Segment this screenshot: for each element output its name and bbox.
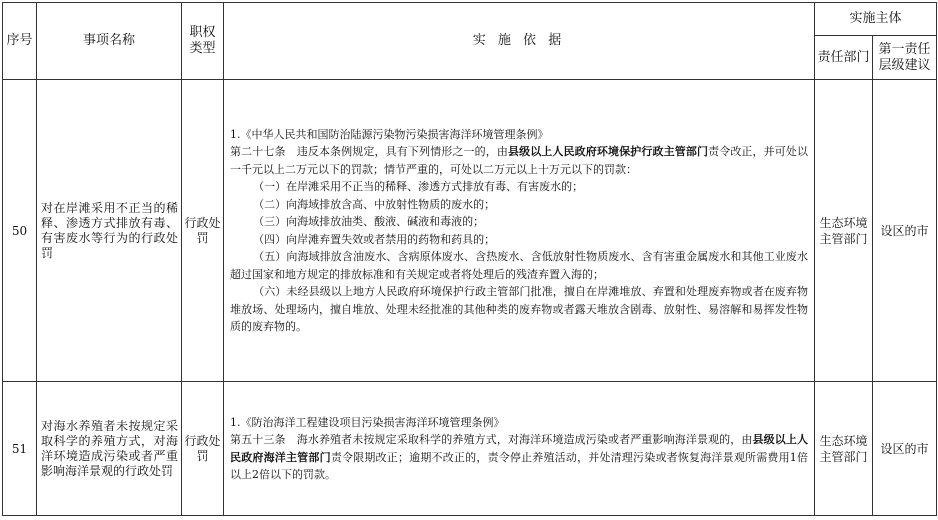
table-row (3, 382, 937, 516)
row-basis (224, 382, 815, 516)
law-title: 1.《中华人民共和国防治陆源污染物污染损害海洋环境管理条例》 (230, 127, 549, 141)
header-implementing-subject: 实施主体 (815, 3, 937, 36)
header-basis: 实 施 依 据 (224, 3, 815, 80)
row-seq: 51 (3, 382, 37, 516)
row-power-type: 行政处罚 (182, 382, 224, 516)
article-text: 第二十七条 违反本条例规定，具有下列情形之一的，由县级以上人民政府环境保护行政主管部门责令改正，并可处以一千元以上二万元以下的罚款；情节严重的，可处以二万元以上十万元以下的罚款： (230, 145, 809, 176)
row-first-level: 设区的市 (873, 80, 937, 382)
row-power-type: 行政处罚 (182, 80, 224, 382)
row-basis (224, 80, 815, 382)
row-first-level: 设区的市 (873, 382, 937, 516)
article-item: （五）向海域排放含油废水、含病原体废水、含热废水、含低放射性物质废水、含有害重金属废水和其他工业废水超过国家和地方规定的排放标准和有关规定或者将处理后的残渣弃置入海的； (230, 250, 808, 281)
article-item: （一）在岸滩采用不正当的稀释、渗透方式排放有毒、有害废水的； (253, 180, 584, 193)
header-power-type: 职权类型 (182, 3, 224, 80)
row-seq: 50 (3, 80, 37, 382)
header-item-name: 事项名称 (37, 3, 182, 80)
table-row (3, 80, 937, 382)
row-responsible-dept: 生态环境主管部门 (815, 382, 873, 516)
authority-highlight: 县级以上人民政府环境保护行政主管部门 (507, 145, 709, 158)
row-item-name: 对在岸滩采用不正当的稀释、渗透方式排放有毒、有害废水等行为的行政处罚 (37, 80, 182, 382)
article-text: 第五十三条 海水养殖者未按规定采取科学的养殖方式，对海洋环境造成污染或者严重影响海洋景观的，由县级以上人民政府海洋主管部门责令限期改正；逾期不改正的，责令停止养殖活动，并处清理污染或者恢复海洋景观所需费用1倍以上2倍以下的罚款。 (230, 433, 809, 481)
enforcement-items-table (2, 2, 937, 516)
law-title: 1.《防治海洋工程建设项目污染损害海洋环境管理条例》 (230, 415, 505, 429)
authority-highlight: 县级以上人民政府海洋主管部门 (230, 433, 809, 464)
row-responsible-dept: 生态环境主管部门 (815, 80, 873, 382)
header-seq: 序号 (3, 3, 37, 80)
header-first-level: 第一责任层级建议 (873, 36, 937, 80)
article-item: （六）未经县级以上地方人民政府环境保护行政主管部门批准，擅自在岸滩堆放、弃置和处理废弃物或者在废弃物堆放场、处理场内，擅自堆放、处理未经批准的其他种类的废弃物或者露天堆放含剧毒、放射性、易溶解和易挥发性物质的废弃物的。 (230, 285, 808, 333)
article-item: （三）向海域排放油类、酸液、碱液和毒液的； (253, 215, 485, 228)
row-item-name: 对海水养殖者未按规定采取科学的养殖方式，对海洋环境造成污染或者严重影响海洋景观的行政处罚 (37, 382, 182, 516)
article-item: （四）向岸滩弃置失效或者禁用的药物和药具的； (253, 232, 496, 246)
header-responsible-dept: 责任部门 (815, 36, 873, 80)
article-item: （二）向海域排放含高、中放射性物质的废水的； (253, 197, 496, 211)
